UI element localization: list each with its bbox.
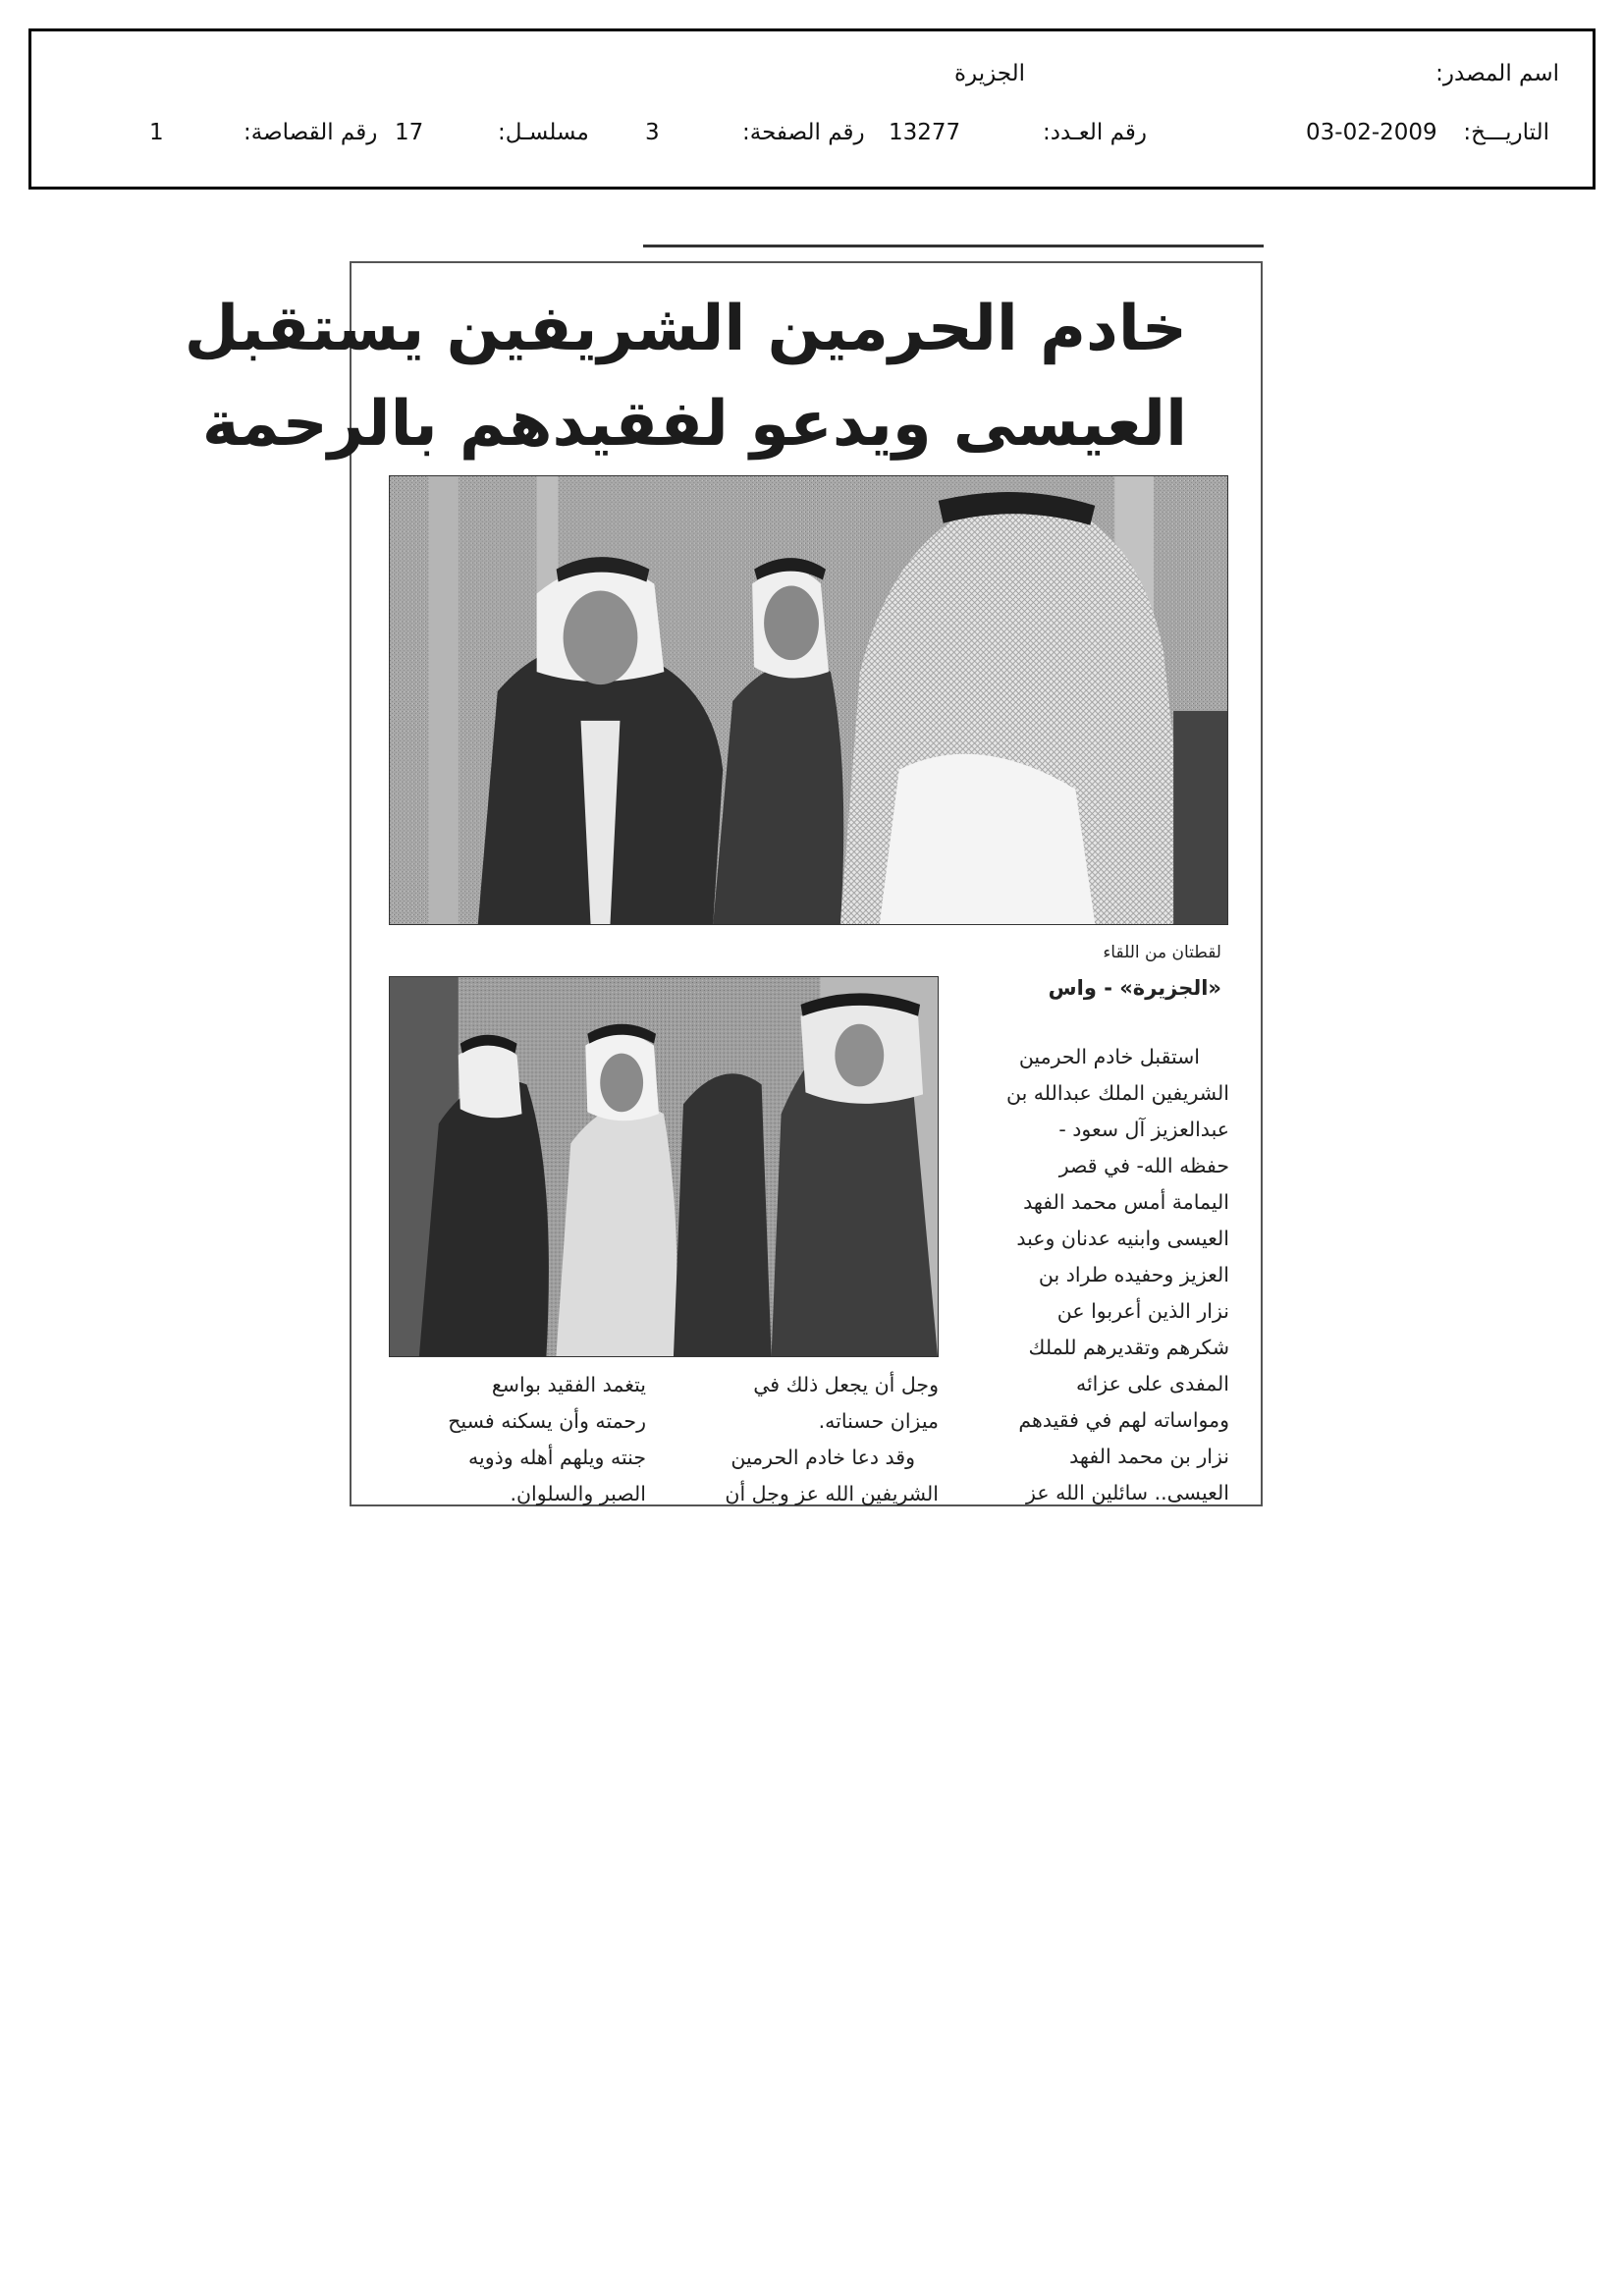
headline-line-1: خادم الحرمين الشريفين يستقبل xyxy=(184,293,1187,365)
headline-line-2: العيسى ويدعو لفقيدهم بالرحمة xyxy=(201,388,1187,461)
body-line: العيسى.. سائلين الله عز xyxy=(1026,1481,1229,1504)
article-body-column-left xyxy=(389,1367,646,1512)
body-line: وجل أن يجعل ذلك في xyxy=(753,1373,939,1396)
serial-value: 17 xyxy=(395,120,424,145)
body-line: اليمامة أمس محمد الفهد xyxy=(1023,1190,1229,1214)
body-line: الصبر والسلوان. xyxy=(510,1482,646,1505)
clip-number-value: 1 xyxy=(149,120,164,145)
clip-number-label: رقم القصاصة: xyxy=(243,120,378,145)
body-line: نزار الذين أعربوا عن xyxy=(1056,1299,1229,1323)
source-value: الجزيرة xyxy=(954,61,1026,86)
article-body-column-middle xyxy=(676,1367,939,1512)
article-byline: «الجزيرة» - واس xyxy=(1048,976,1221,1000)
serial-label: مسلسـل: xyxy=(498,120,589,145)
body-line: عبدالعزيز آل سعود - xyxy=(1058,1118,1229,1141)
body-line: وقد دعا خادم الحرمين xyxy=(730,1446,915,1469)
newspaper-clipping xyxy=(184,261,1263,1506)
article-body-column-right xyxy=(972,1039,1229,1511)
source-label: اسم المصدر: xyxy=(1435,61,1559,86)
body-line: العيسى وابنيه عدنان وعبد xyxy=(1016,1227,1229,1250)
body-line: جنته ويلهم أهله وذويه xyxy=(468,1446,646,1469)
body-line: يتغمد الفقيد بواسع xyxy=(491,1373,646,1396)
body-line: المفدى على عزائه xyxy=(1075,1372,1229,1395)
body-line: الشريفين الله عز وجل أن xyxy=(725,1482,939,1505)
body-line: ومواساته لهم في فقيدهم xyxy=(1018,1408,1229,1432)
page-value: 3 xyxy=(645,120,660,145)
issue-label: رقم العـدد: xyxy=(1043,120,1148,145)
body-line: استقبل خادم الحرمين xyxy=(1018,1045,1200,1068)
body-line: حفظه الله- في قصر xyxy=(1058,1154,1229,1177)
clipping-top-rule xyxy=(643,245,1264,247)
clipping-info-header xyxy=(28,28,1596,190)
body-line: الشريفين الملك عبدالله بن xyxy=(1005,1081,1229,1105)
issue-value: 13277 xyxy=(889,120,961,145)
body-line: رحمته وأن يسكنه فسيح xyxy=(448,1409,646,1433)
body-line: العزيز وحفيده طراد بن xyxy=(1038,1263,1229,1286)
date-label: التاريـــخ: xyxy=(1463,120,1549,145)
page-label: رقم الصفحة: xyxy=(742,120,865,145)
body-line: ميزان حسناته. xyxy=(818,1409,939,1433)
photo-caption: لقطتان من اللقاء xyxy=(1103,943,1221,962)
second-photo xyxy=(389,976,939,1357)
main-photo xyxy=(389,475,1228,925)
date-value: 03-02-2009 xyxy=(1306,120,1437,145)
body-line: شكرهم وتقديرهم للملك xyxy=(1028,1336,1229,1359)
body-line: نزار بن محمد الفهد xyxy=(1069,1445,1229,1468)
